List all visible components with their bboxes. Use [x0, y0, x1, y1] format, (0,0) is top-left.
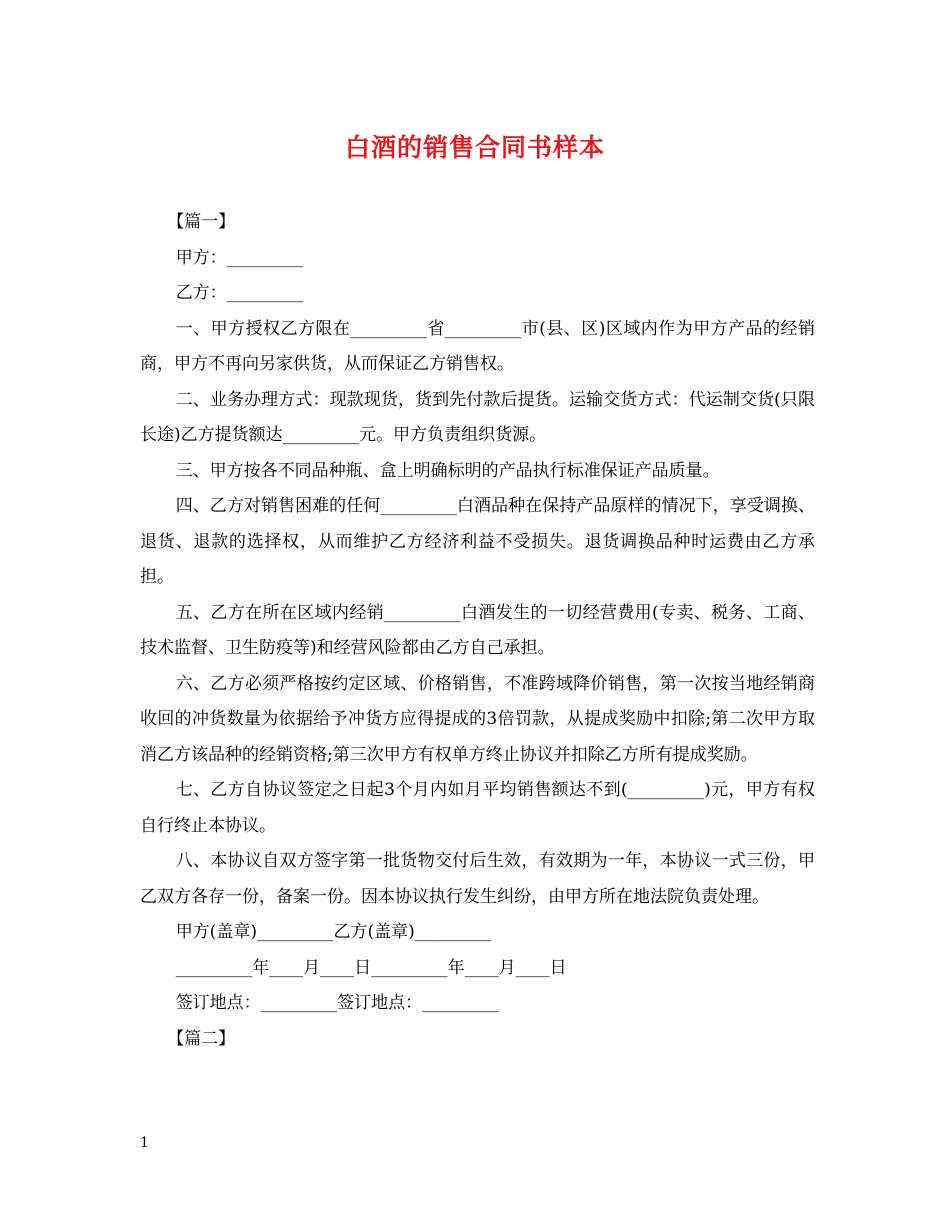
clause-1: 一、甲方授权乙方限在_________省_________市(县、区)区域内作为甲方产品的经销商，甲方不再向另家供货，从而保证乙方销售权。	[140, 318, 815, 374]
clause-2: 二、业务办理方式：现款现货，货到先付款后提货。运输交货方式：代运制交货(只限长途)乙方提货额达_________元。甲方负责组织货源。	[140, 389, 815, 445]
date-line: _________年____月____日_________年____月____日	[175, 957, 567, 978]
section-heading-1: 【篇一】	[167, 212, 236, 232]
seal-line: 甲方(盖章)_________乙方(盖章)_________	[175, 922, 492, 942]
clause-7: 七、乙方自协议签定之日起3个月内如月平均销售额达不到(_________)元，甲方有权自行终止本协议。	[140, 780, 815, 836]
clause-5: 五、乙方在所在区域内经销_________白酒发生的一切经营费用(专卖、税务、工商、技术监督、卫生防疫等)和经营风险都由乙方自己承担。	[140, 602, 815, 658]
party-a-line: 甲方：_________	[175, 247, 304, 268]
clause-8: 八、本协议自双方签字第一批货物交付后生效，有效期为一年，本协议一式三份，甲乙双方各存一份，备案一份。因本协议执行发生纠纷，由甲方所在地法院负责处理。	[140, 851, 815, 907]
clause-3: 三、甲方按各不同品种瓶、盒上明确标明的产品执行标准保证产品质量。	[175, 460, 720, 481]
signing-place-line: 签订地点：_________签订地点：_________	[175, 993, 499, 1013]
clause-6: 六、乙方必须严格按约定区域、价格销售，不准跨域降价销售，第一次按当地经销商收回的冲货数量为依据给予冲货方应得提成的3倍罚款，从提成奖励中扣除;第二次甲方取消乙方该品种的经销资格;第三次甲方有权单方终止协议并扣除乙方所有提成奖励。	[140, 673, 815, 765]
document-title: 白酒的销售合同书样本	[344, 133, 605, 162]
section-heading-2: 【篇二】	[167, 1028, 236, 1049]
document-body	[140, 205, 815, 1057]
page-number: 1	[140, 1135, 149, 1151]
clause-4: 四、乙方对销售困难的任何_________白酒品种在保持产品原样的情况下，享受调换、退货、退款的选择权，从而维护乙方经济利益不受损失。退货调换品种时运费由乙方承担。	[140, 496, 815, 587]
party-b-line: 乙方：_________	[175, 283, 304, 303]
